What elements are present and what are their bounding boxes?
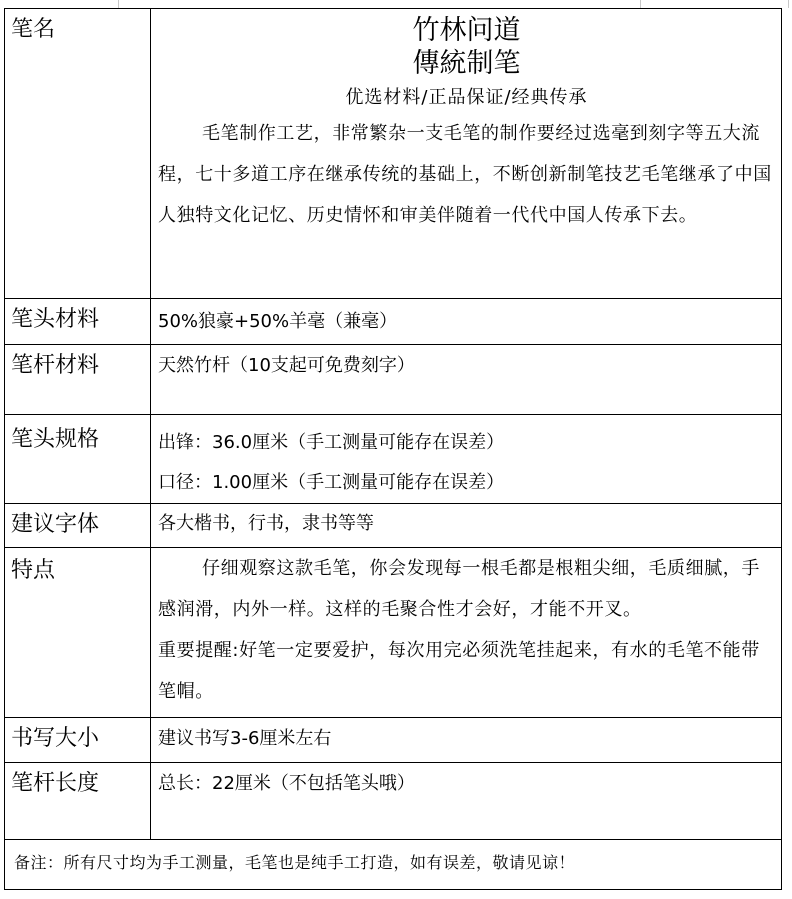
table-row-footnote [5,840,782,890]
features-reminder: 重要提醒:好笔一定要爱护，每次用完必须洗笔挂起来，有水的毛笔不能带笔帽。 [158,640,760,702]
label-shaft-material: 笔杆材料 [5,345,151,415]
table-row-shaft-material [5,345,782,415]
product-title [158,13,775,80]
brush-spec-table [4,8,782,890]
value-fonts: 各大楷书，行书，隶书等等 [151,504,782,548]
value-writing-size: 建议书写3-6厘米左右 [151,718,782,763]
value-shaft-material: 天然竹杆（10支起可免费刻字） [151,345,782,415]
product-subtitle: 优选材料/正品保证/经典传承 [345,87,588,108]
table-row-tip-material [5,299,782,345]
features-paragraph: 仔细观察这款毛笔，你会发现每一根毛都是根粗尖细，毛质细腻，手感润滑，内外一样。这样的毛聚合性才会好，才能不开叉。 [158,558,760,620]
footnote: 备注：所有尺寸均为手工测量，毛笔也是纯手工打造，如有误差，敬请见谅！ [5,840,782,890]
ruler-tick [118,0,119,8]
top-margin [0,0,792,8]
table-row-tip-spec [5,415,782,504]
label-tip-material: 笔头材料 [5,299,151,345]
product-description: 毛笔制作工艺，非常繁杂一支毛笔的制作要经过选毫到刻字等五大流程，七十多道工序在继承传统的基础上，不断创新制笔技艺毛笔继承了中国人独特文化记忆、历史情怀和审美伴随着一代代中国人传承下去。 [158,123,772,226]
label-writing-size: 书写大小 [5,718,151,763]
label-fonts: 建议字体 [5,504,151,548]
table-row-writing-size [5,718,782,763]
value-length: 总长：22厘米（不包括笔头哦） [151,763,782,840]
value-name-cell [151,9,782,299]
ruler-tick [788,0,789,8]
product-title-line1: 竹林问道 [412,15,521,46]
tip-spec-length: 出锋：36.0厘米（手工测量可能存在误差） [158,432,505,453]
product-title-line2: 傳統制笔 [412,48,521,79]
label-features: 特点 [5,548,151,718]
tip-spec-diameter: 口径：1.00厘米（手工测量可能存在误差） [158,472,505,493]
value-tip-material: 50%狼豪+50%羊毫（兼毫） [151,299,782,345]
table-row-fonts [5,504,782,548]
table-row-features [5,548,782,718]
label-length: 笔杆长度 [5,763,151,840]
table-row-length [5,763,782,840]
ruler-tick [640,0,641,8]
value-features-cell [151,548,782,718]
label-name: 笔名 [5,9,151,299]
label-tip-spec: 笔头规格 [5,415,151,504]
table-row-name [5,9,782,299]
value-tip-spec-cell [151,415,782,504]
